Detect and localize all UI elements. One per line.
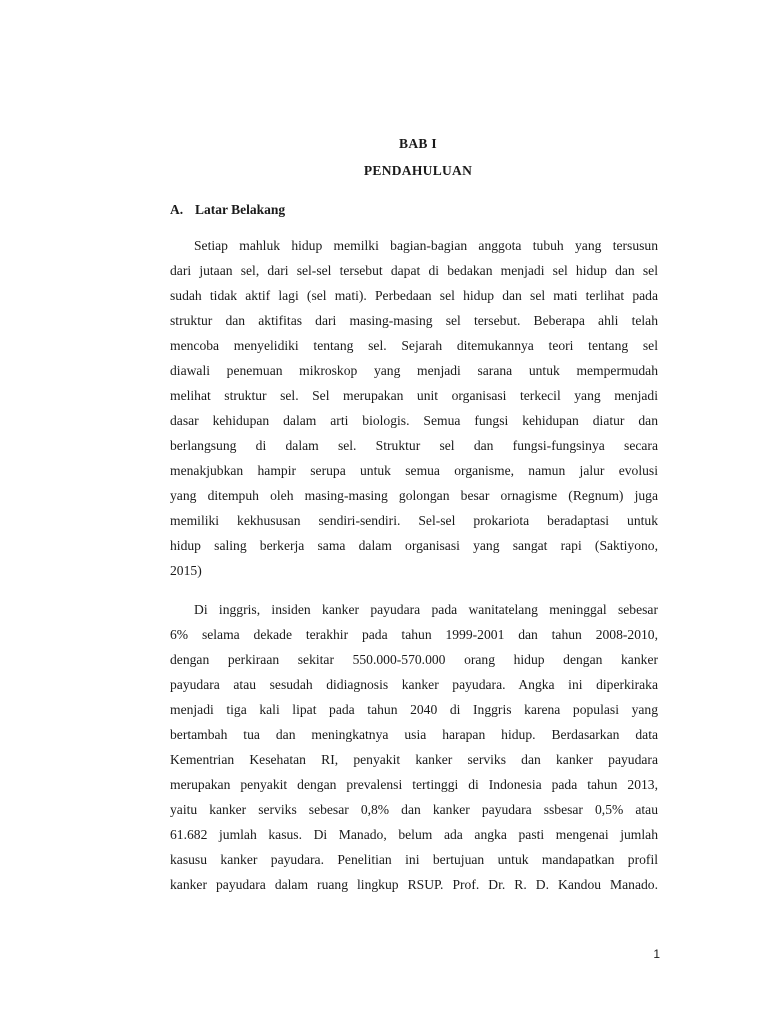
text-line: memiliki kekhususan sendiri-sendiri. Sel-sel prokariota beradaptasi untuk	[170, 513, 658, 528]
text-line: kasusu kanker payudara. Penelitian ini bertujuan untuk mandapatkan profil	[170, 852, 658, 867]
text-line: melihat struktur sel. Sel merupakan unit organisasi terkecil yang menjadi	[170, 388, 658, 403]
text-line: berlangsung di dalam sel. Struktur sel dan fungsi-fungsinya secara	[170, 438, 658, 453]
section-heading	[170, 202, 285, 218]
text-line: diawali penemuan mikroskop yang menjadi sarana untuk mempermudah	[170, 363, 658, 378]
text-line: dasar kehidupan dalam arti biologis. Semua fungsi kehidupan diatur dan	[170, 413, 658, 428]
text-line: mencoba menyelidiki tentang sel. Sejarah ditemukannya teori tentang sel	[170, 338, 658, 353]
text-line: 2015)	[170, 563, 202, 578]
section-title: Latar Belakang	[195, 202, 286, 217]
text-line: 61.682 jumlah kasus. Di Manado, belum ada angka pasti mengenai jumlah	[170, 827, 658, 842]
text-line: Kementrian Kesehatan RI, penyakit kanker serviks dan kanker payudara	[170, 752, 658, 767]
chapter-title: BAB I	[399, 136, 437, 151]
text-line: kanker payudara dalam ruang lingkup RSUP. Prof. Dr. R. D. Kandou Manado.	[170, 877, 658, 892]
text-line: menakjubkan hampir serupa untuk semua organisme, namun jalur evolusi	[170, 463, 658, 478]
chapter-subtitle: PENDAHULUAN	[363, 163, 473, 178]
text-line: bertambah tua dan meningkatnya usia harapan hidup. Berdasarkan data	[170, 727, 658, 742]
text-line: sudah tidak aktif lagi (sel mati). Perbedaan sel hidup dan sel mati terlihat pada	[170, 288, 658, 303]
text-line: Setiap mahluk hidup memilki bagian-bagian anggota tubuh yang tersusun	[194, 238, 658, 253]
text-line: 6% selama dekade terakhir pada tahun 1999-2001 dan tahun 2008-2010,	[170, 627, 658, 642]
text-line: struktur dan aktifitas dari masing-masing sel tersebut. Beberapa ahli telah	[170, 313, 658, 328]
text-line: hidup saling berkerja sama dalam organisasi yang sangat rapi (Saktiyono,	[170, 538, 658, 553]
text-line: merupakan penyakit dengan prevalensi tertinggi di Indonesia pada tahun 2013,	[170, 777, 658, 792]
text-line: Di inggris, insiden kanker payudara pada wanitatelang meninggal sebesar	[194, 602, 658, 617]
text-line: dari jutaan sel, dari sel-sel tersebut dapat di bedakan menjadi sel hidup dan sel	[170, 263, 658, 278]
text-line: yaitu kanker serviks sebesar 0,8% dan kanker payudara ssbesar 0,5% atau	[170, 802, 658, 817]
section-number: A.	[170, 202, 184, 217]
text-line: dengan perkiraan sekitar 550.000-570.000 orang hidup dengan kanker	[170, 652, 658, 667]
text-line: menjadi tiga kali lipat pada tahun 2040 di Inggris karena populasi yang	[170, 702, 658, 717]
text-line: yang ditempuh oleh masing-masing golongan besar ornagisme (Regnum) juga	[170, 488, 658, 503]
page-number: 1	[653, 947, 660, 961]
text-line: payudara atau sesudah didiagnosis kanker payudara. Angka ini diperkiraka	[170, 677, 658, 692]
